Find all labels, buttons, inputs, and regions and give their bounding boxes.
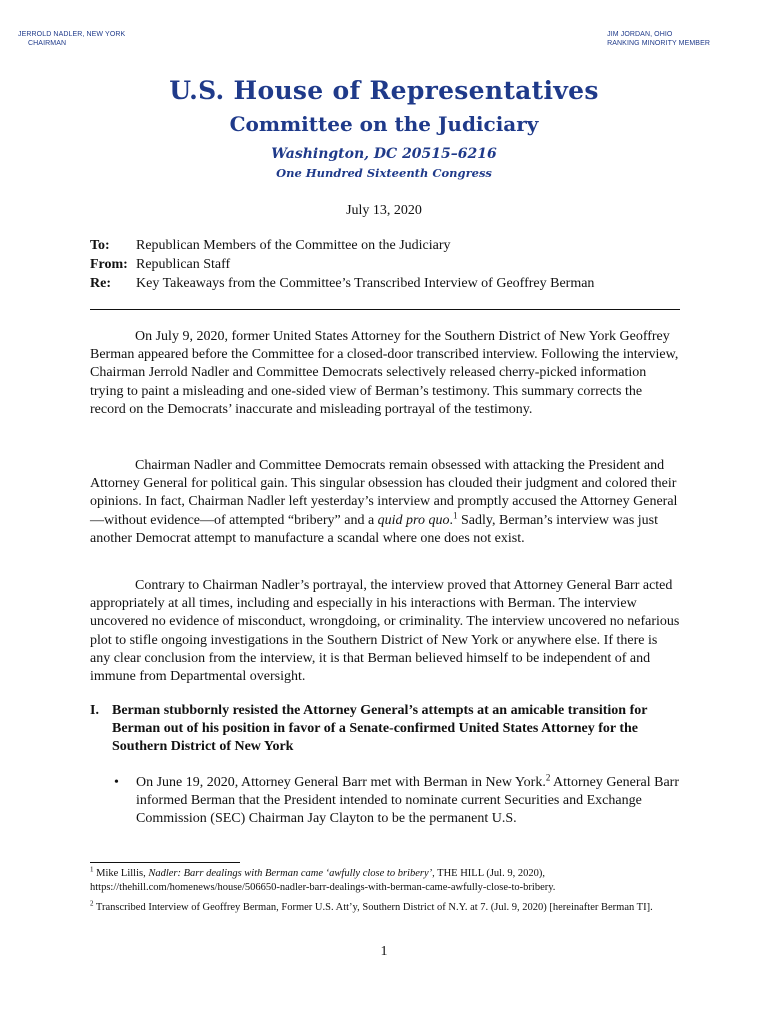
page-number: 1 [380,944,388,959]
chairman-title: CHAIRMAN [28,40,67,47]
chairman-name: JERROLD NADLER, NEW YORK [18,31,126,38]
paragraph-3-text: Contrary to Chairman Nadler’s portrayal, the interview proved that Attorney General Barr acted appropriately at all times, including and especially in his interactions with Berman. The interview uncovered no evidence of misconduct, wrongdoing, or criminality. The interview uncovered no nefarious plot to stifle ongoing investigations in the Southern District of New York or anywhere else. If there is any clear conclusion from the interview, it is that Berman believed himself to be independent of and immune from Departmental oversight. [90,578,680,685]
memo-to-value: Republican Members of the Committee on the Judiciary [136,238,451,253]
section-heading-text: Berman stubbornly resisted the Attorney General’s attempts at an amicable transition for Berman out of his position in favor of a Senate-confirmed United States Attorney for the Southern District of New York [112,703,648,755]
paragraph-2-italic: quid pro quo [377,512,450,528]
section-number: I. [90,703,99,718]
footnote-ref-1[interactable]: 1 [453,509,458,520]
ranking-member-block [607,30,710,48]
memo-from-line [90,255,230,274]
footnote-1-italic: Nadler: Barr dealings with Berman came ‘awfully close to bribery’, [148,868,435,879]
bullet-text-b: Attorney General Barr informed Berman that the President intended to nominate current Securities and Exchange Commission (SEC) Chairman Jay Clayton to be the permanent U.S. [136,775,680,827]
memo-from-value: Republican Staff [136,257,231,272]
house-title: U.S. House of Representatives [169,76,599,105]
footnote-2-text: Transcribed Interview of Geoffrey Berman, Former U.S. Att’y, Southern District of N.Y. at 7. (Jul. 9, 2020) [hereinafter Berman TI]. [93,902,653,913]
paragraph-2-text-a: Chairman Nadler and Committee Democrats remain obsessed with attacking the President and Attorney General for political gain. This singular obsession has clouded their judgment and colored their opinions. In fact, Chairman Nadler left yesterday’s interview and promptly accused the Attorney General—without evidence—of attempted “bribery” and a [90,458,678,528]
footnote-1-text-a: Mike Lillis, [93,868,149,879]
ranking-member-name: JIM JORDAN, OHIO [607,31,673,38]
footnote-1 [90,867,680,895]
bullet-symbol: • [114,775,119,790]
memo-re-label: Re: [90,276,111,291]
footnote-divider [90,862,240,863]
committee-title: Committee on the Judiciary [229,112,539,136]
paragraph-3 [90,577,680,686]
memo-date: July 13, 2020 [346,203,422,218]
footnote-2 [90,901,680,915]
paragraph-2-text-c: Sadly, Berman’s interview was just another Democrat attempt to manufacture a scandal where one does not exist. [90,512,659,546]
footnote-2-number: 2 [90,899,94,908]
footnote-1-number: 1 [90,865,94,874]
memo-re-value: Key Takeaways from the Committee’s Transcribed Interview of Geoffrey Berman [136,276,595,291]
header-divider [90,309,680,310]
memo-re-line [90,274,594,293]
ranking-member-title: RANKING MINORITY MEMBER [607,40,710,47]
chairman-block [18,30,125,48]
memo-to-label: To: [90,238,110,253]
memo-from-label: From: [90,257,128,272]
bullet-text-a: On June 19, 2020, Attorney General Barr met with Berman in New York. [136,775,546,790]
congress-number: One Hundred Sixteenth Congress [276,166,492,180]
paragraph-1 [90,328,680,419]
footnote-1-text-b[interactable]: THE HILL (Jul. 9, 2020), https://thehill.com/homenews/house/506650-nadler-barr-dealings-with-berman-came-awfully-close-to-bribery. [90,868,556,893]
bullet-text [136,774,680,829]
memo-to-line [90,236,451,255]
paragraph-2-text-b: . [449,512,453,528]
paragraph-1-text: On July 9, 2020, former United States Attorney for the Southern District of New York Geoffrey Berman appeared before the Committee for a closed-door transcribed interview. Following the interview, Chairman Jerrold Nadler and Committee Democrats selectively released cherry-picked information trying to paint a misleading and one-sided view of Berman’s testimony. This summary corrects the record on the Democrats’ inaccurate and misleading portrayal of the testimony. [90,329,679,417]
paragraph-2 [90,457,680,548]
committee-address: Washington, DC 20515–6216 [271,146,497,162]
footnote-ref-2[interactable]: 2 [545,772,551,783]
